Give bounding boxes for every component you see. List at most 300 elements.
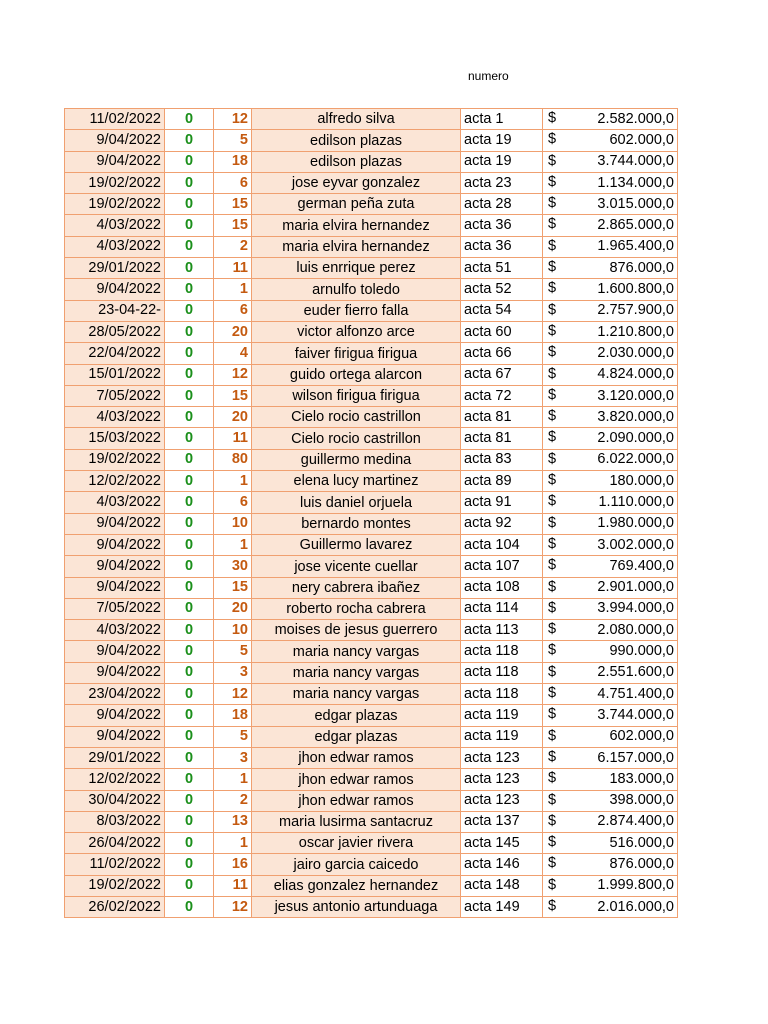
zero-cell: 0 xyxy=(165,300,214,321)
amount-value: 3.744.000,0 xyxy=(597,153,674,170)
acta-cell: acta 119 xyxy=(461,705,543,726)
date-cell: 9/04/2022 xyxy=(65,534,165,555)
table-row xyxy=(65,279,678,300)
name-cell: jose vicente cuellar xyxy=(252,556,461,577)
amount-cell xyxy=(543,790,678,811)
table-row xyxy=(65,577,678,598)
date-cell: 12/02/2022 xyxy=(65,769,165,790)
date-cell: 23/04/2022 xyxy=(65,684,165,705)
quantity-cell: 18 xyxy=(214,151,252,172)
amount-cell xyxy=(543,471,678,492)
currency-symbol: $ xyxy=(548,812,557,829)
zero-cell: 0 xyxy=(165,258,214,279)
amount-value: 4.751.400,0 xyxy=(597,685,674,702)
amount-cell xyxy=(543,513,678,534)
amount-cell xyxy=(543,641,678,662)
zero-cell: 0 xyxy=(165,684,214,705)
name-cell: guido ortega alarcon xyxy=(252,364,461,385)
name-cell: Guillermo lavarez xyxy=(252,534,461,555)
date-cell: 9/04/2022 xyxy=(65,705,165,726)
currency-symbol: $ xyxy=(548,663,557,680)
name-cell: elias gonzalez hernandez xyxy=(252,875,461,896)
amount-cell xyxy=(543,896,678,917)
amount-value: 1.965.400,0 xyxy=(597,238,674,255)
zero-cell: 0 xyxy=(165,811,214,832)
name-cell: german peña zuta xyxy=(252,194,461,215)
date-cell: 9/04/2022 xyxy=(65,513,165,534)
acta-cell: acta 60 xyxy=(461,321,543,342)
quantity-cell: 13 xyxy=(214,811,252,832)
quantity-cell: 6 xyxy=(214,172,252,193)
table-row xyxy=(65,449,678,470)
table-row xyxy=(65,407,678,428)
quantity-cell: 2 xyxy=(214,790,252,811)
amount-cell xyxy=(543,300,678,321)
table-row xyxy=(65,215,678,236)
amount-value: 876.000,0 xyxy=(609,856,674,873)
amount-value: 990.000,0 xyxy=(609,643,674,660)
currency-symbol: $ xyxy=(548,791,557,808)
currency-symbol: $ xyxy=(548,408,557,425)
zero-cell: 0 xyxy=(165,598,214,619)
acta-cell: acta 1 xyxy=(461,109,543,130)
quantity-cell: 6 xyxy=(214,492,252,513)
acta-cell: acta 119 xyxy=(461,726,543,747)
acta-cell: acta 54 xyxy=(461,300,543,321)
amount-cell xyxy=(543,577,678,598)
name-cell: maria lusirma santacruz xyxy=(252,811,461,832)
quantity-cell: 12 xyxy=(214,896,252,917)
currency-symbol: $ xyxy=(548,216,557,233)
table-row xyxy=(65,747,678,768)
date-cell: 9/04/2022 xyxy=(65,130,165,151)
name-cell: faiver firigua firigua xyxy=(252,343,461,364)
amount-value: 2.551.600,0 xyxy=(597,664,674,681)
zero-cell: 0 xyxy=(165,321,214,342)
currency-symbol: $ xyxy=(548,535,557,552)
amount-cell xyxy=(543,620,678,641)
table-row xyxy=(65,854,678,875)
acta-cell: acta 52 xyxy=(461,279,543,300)
amount-cell xyxy=(543,854,678,875)
amount-cell xyxy=(543,279,678,300)
quantity-cell: 10 xyxy=(214,513,252,534)
name-cell: euder fierro falla xyxy=(252,300,461,321)
acta-cell: acta 113 xyxy=(461,620,543,641)
table-row xyxy=(65,321,678,342)
name-cell: guillermo medina xyxy=(252,449,461,470)
quantity-cell: 1 xyxy=(214,769,252,790)
currency-symbol: $ xyxy=(548,173,557,190)
table-row xyxy=(65,769,678,790)
quantity-cell: 15 xyxy=(214,385,252,406)
amount-cell xyxy=(543,109,678,130)
acta-cell: acta 36 xyxy=(461,215,543,236)
currency-symbol: $ xyxy=(548,748,557,765)
name-cell: jhon edwar ramos xyxy=(252,790,461,811)
acta-cell: acta 66 xyxy=(461,343,543,364)
date-cell: 9/04/2022 xyxy=(65,662,165,683)
date-cell: 7/05/2022 xyxy=(65,598,165,619)
amount-value: 1.980.000,0 xyxy=(597,515,674,532)
acta-cell: acta 108 xyxy=(461,577,543,598)
name-cell: wilson firigua firigua xyxy=(252,385,461,406)
currency-symbol: $ xyxy=(548,876,557,893)
currency-symbol: $ xyxy=(548,493,557,510)
zero-cell: 0 xyxy=(165,747,214,768)
amount-value: 2.865.000,0 xyxy=(597,217,674,234)
table-body xyxy=(65,109,678,918)
currency-symbol: $ xyxy=(548,301,557,318)
currency-symbol: $ xyxy=(548,322,557,339)
date-cell: 11/02/2022 xyxy=(65,109,165,130)
quantity-cell: 3 xyxy=(214,662,252,683)
zero-cell: 0 xyxy=(165,662,214,683)
zero-cell: 0 xyxy=(165,513,214,534)
amount-value: 183.000,0 xyxy=(609,770,674,787)
amount-cell xyxy=(543,598,678,619)
acta-cell: acta 107 xyxy=(461,556,543,577)
date-cell: 11/02/2022 xyxy=(65,854,165,875)
acta-cell: acta 123 xyxy=(461,790,543,811)
zero-cell: 0 xyxy=(165,641,214,662)
acta-cell: acta 23 xyxy=(461,172,543,193)
name-cell: luis daniel orjuela xyxy=(252,492,461,513)
table-row xyxy=(65,471,678,492)
quantity-cell: 2 xyxy=(214,236,252,257)
table-row xyxy=(65,534,678,555)
zero-cell: 0 xyxy=(165,385,214,406)
amount-value: 516.000,0 xyxy=(609,834,674,851)
acta-cell: acta 81 xyxy=(461,428,543,449)
quantity-cell: 12 xyxy=(214,364,252,385)
acta-cell: acta 19 xyxy=(461,130,543,151)
quantity-cell: 12 xyxy=(214,109,252,130)
date-cell: 4/03/2022 xyxy=(65,236,165,257)
currency-symbol: $ xyxy=(548,897,557,914)
table-row xyxy=(65,151,678,172)
amount-value: 4.824.000,0 xyxy=(597,366,674,383)
acta-cell: acta 19 xyxy=(461,151,543,172)
currency-symbol: $ xyxy=(548,557,557,574)
zero-cell: 0 xyxy=(165,556,214,577)
amount-value: 2.582.000,0 xyxy=(597,110,674,127)
amount-value: 602.000,0 xyxy=(609,728,674,745)
amount-value: 1.600.800,0 xyxy=(597,281,674,298)
zero-cell: 0 xyxy=(165,279,214,300)
amount-value: 2.030.000,0 xyxy=(597,344,674,361)
amount-cell xyxy=(543,705,678,726)
currency-symbol: $ xyxy=(548,685,557,702)
zero-cell: 0 xyxy=(165,151,214,172)
acta-cell: acta 137 xyxy=(461,811,543,832)
currency-symbol: $ xyxy=(548,472,557,489)
zero-cell: 0 xyxy=(165,109,214,130)
amount-value: 2.901.000,0 xyxy=(597,579,674,596)
zero-cell: 0 xyxy=(165,896,214,917)
date-cell: 4/03/2022 xyxy=(65,215,165,236)
date-cell: 30/04/2022 xyxy=(65,790,165,811)
amount-cell xyxy=(543,875,678,896)
currency-symbol: $ xyxy=(548,450,557,467)
name-cell: maria nancy vargas xyxy=(252,684,461,705)
date-cell: 22/04/2022 xyxy=(65,343,165,364)
quantity-cell: 20 xyxy=(214,321,252,342)
quantity-cell: 16 xyxy=(214,854,252,875)
currency-symbol: $ xyxy=(548,855,557,872)
amount-cell xyxy=(543,684,678,705)
amount-cell xyxy=(543,215,678,236)
name-cell: victor alfonzo arce xyxy=(252,321,461,342)
name-cell: maria nancy vargas xyxy=(252,641,461,662)
quantity-cell: 1 xyxy=(214,471,252,492)
table-row xyxy=(65,641,678,662)
amount-value: 3.015.000,0 xyxy=(597,195,674,212)
amount-value: 769.400,0 xyxy=(609,557,674,574)
acta-cell: acta 89 xyxy=(461,471,543,492)
quantity-cell: 11 xyxy=(214,875,252,896)
name-cell: jhon edwar ramos xyxy=(252,747,461,768)
currency-symbol: $ xyxy=(548,386,557,403)
currency-symbol: $ xyxy=(548,259,557,276)
name-cell: oscar javier rivera xyxy=(252,833,461,854)
table-row xyxy=(65,364,678,385)
amount-value: 1.999.800,0 xyxy=(597,877,674,894)
currency-symbol: $ xyxy=(548,706,557,723)
amount-cell xyxy=(543,236,678,257)
acta-cell: acta 91 xyxy=(461,492,543,513)
name-cell: roberto rocha cabrera xyxy=(252,598,461,619)
date-cell: 29/01/2022 xyxy=(65,258,165,279)
currency-symbol: $ xyxy=(548,599,557,616)
table-row xyxy=(65,130,678,151)
acta-cell: acta 123 xyxy=(461,747,543,768)
table-row xyxy=(65,428,678,449)
zero-cell: 0 xyxy=(165,428,214,449)
amount-cell xyxy=(543,343,678,364)
quantity-cell: 10 xyxy=(214,620,252,641)
amount-cell xyxy=(543,407,678,428)
date-cell: 15/01/2022 xyxy=(65,364,165,385)
amount-cell xyxy=(543,385,678,406)
acta-cell: acta 83 xyxy=(461,449,543,470)
zero-cell: 0 xyxy=(165,492,214,513)
amount-value: 6.157.000,0 xyxy=(597,749,674,766)
name-cell: jhon edwar ramos xyxy=(252,769,461,790)
amount-value: 3.002.000,0 xyxy=(597,536,674,553)
quantity-cell: 5 xyxy=(214,641,252,662)
currency-symbol: $ xyxy=(548,110,557,126)
amount-value: 876.000,0 xyxy=(609,259,674,276)
table-row xyxy=(65,385,678,406)
currency-symbol: $ xyxy=(548,365,557,382)
table-row xyxy=(65,556,678,577)
zero-cell: 0 xyxy=(165,194,214,215)
date-cell: 15/03/2022 xyxy=(65,428,165,449)
zero-cell: 0 xyxy=(165,620,214,641)
quantity-cell: 1 xyxy=(214,279,252,300)
zero-cell: 0 xyxy=(165,854,214,875)
amount-cell xyxy=(543,130,678,151)
amount-value: 2.757.900,0 xyxy=(597,302,674,319)
amount-cell xyxy=(543,258,678,279)
table-row xyxy=(65,620,678,641)
amount-cell xyxy=(543,833,678,854)
date-cell: 9/04/2022 xyxy=(65,556,165,577)
name-cell: edilson plazas xyxy=(252,130,461,151)
zero-cell: 0 xyxy=(165,172,214,193)
amount-cell xyxy=(543,726,678,747)
acta-cell: acta 123 xyxy=(461,769,543,790)
table-row xyxy=(65,705,678,726)
acta-cell: acta 118 xyxy=(461,684,543,705)
table-row xyxy=(65,513,678,534)
amount-value: 3.994.000,0 xyxy=(597,600,674,617)
amount-value: 3.120.000,0 xyxy=(597,387,674,404)
quantity-cell: 15 xyxy=(214,215,252,236)
quantity-cell: 6 xyxy=(214,300,252,321)
date-cell: 26/02/2022 xyxy=(65,896,165,917)
name-cell: edgar plazas xyxy=(252,705,461,726)
amount-value: 1.110.000,0 xyxy=(598,493,674,510)
zero-cell: 0 xyxy=(165,236,214,257)
acta-cell: acta 67 xyxy=(461,364,543,385)
amount-value: 2.080.000,0 xyxy=(597,621,674,638)
acta-cell: acta 146 xyxy=(461,854,543,875)
zero-cell: 0 xyxy=(165,726,214,747)
acta-cell: acta 81 xyxy=(461,407,543,428)
table-row xyxy=(65,194,678,215)
table-row xyxy=(65,300,678,321)
quantity-cell: 5 xyxy=(214,130,252,151)
amount-value: 1.134.000,0 xyxy=(597,174,674,191)
date-cell: 9/04/2022 xyxy=(65,279,165,300)
zero-cell: 0 xyxy=(165,407,214,428)
currency-symbol: $ xyxy=(548,578,557,595)
currency-symbol: $ xyxy=(548,727,557,744)
amount-cell xyxy=(543,662,678,683)
amount-value: 602.000,0 xyxy=(609,131,674,148)
zero-cell: 0 xyxy=(165,833,214,854)
amount-cell xyxy=(543,151,678,172)
date-cell: 8/03/2022 xyxy=(65,811,165,832)
table-row xyxy=(65,258,678,279)
acta-cell: acta 51 xyxy=(461,258,543,279)
amount-value: 2.016.000,0 xyxy=(597,898,674,915)
currency-symbol: $ xyxy=(548,770,557,787)
acta-cell: acta 36 xyxy=(461,236,543,257)
amount-cell xyxy=(543,449,678,470)
acta-cell: acta 149 xyxy=(461,896,543,917)
table-row xyxy=(65,343,678,364)
date-cell: 12/02/2022 xyxy=(65,471,165,492)
date-cell: 4/03/2022 xyxy=(65,620,165,641)
amount-value: 3.744.000,0 xyxy=(597,706,674,723)
amount-value: 2.090.000,0 xyxy=(597,430,674,447)
amount-cell xyxy=(543,321,678,342)
table-row xyxy=(65,790,678,811)
acta-cell: acta 118 xyxy=(461,641,543,662)
quantity-cell: 18 xyxy=(214,705,252,726)
amount-cell xyxy=(543,492,678,513)
table-row xyxy=(65,684,678,705)
currency-symbol: $ xyxy=(548,834,557,851)
quantity-cell: 11 xyxy=(214,258,252,279)
name-cell: maria elvira hernandez xyxy=(252,236,461,257)
zero-cell: 0 xyxy=(165,534,214,555)
name-cell: edilson plazas xyxy=(252,151,461,172)
zero-cell: 0 xyxy=(165,449,214,470)
column-header-numero: numero xyxy=(468,69,509,83)
table-row xyxy=(65,662,678,683)
table-row xyxy=(65,896,678,917)
name-cell: jose eyvar gonzalez xyxy=(252,172,461,193)
table-row xyxy=(65,811,678,832)
date-cell: 19/02/2022 xyxy=(65,449,165,470)
amount-cell xyxy=(543,172,678,193)
currency-symbol: $ xyxy=(548,131,557,148)
quantity-cell: 5 xyxy=(214,726,252,747)
acta-cell: acta 72 xyxy=(461,385,543,406)
table-row xyxy=(65,109,678,130)
quantity-cell: 1 xyxy=(214,534,252,555)
name-cell: alfredo silva xyxy=(252,109,461,130)
date-cell: 9/04/2022 xyxy=(65,641,165,662)
currency-symbol: $ xyxy=(548,621,557,638)
date-cell: 9/04/2022 xyxy=(65,151,165,172)
table-row xyxy=(65,726,678,747)
amount-value: 3.820.000,0 xyxy=(597,408,674,425)
table-row xyxy=(65,833,678,854)
table-row xyxy=(65,236,678,257)
name-cell: Cielo rocio castrillon xyxy=(252,428,461,449)
amount-cell xyxy=(543,811,678,832)
acta-cell: acta 114 xyxy=(461,598,543,619)
table-row xyxy=(65,492,678,513)
amount-cell xyxy=(543,194,678,215)
quantity-cell: 1 xyxy=(214,833,252,854)
amount-cell xyxy=(543,747,678,768)
zero-cell: 0 xyxy=(165,875,214,896)
quantity-cell: 30 xyxy=(214,556,252,577)
amount-cell xyxy=(543,364,678,385)
name-cell: jesus antonio artunduaga xyxy=(252,896,461,917)
acta-cell: acta 145 xyxy=(461,833,543,854)
acta-cell: acta 92 xyxy=(461,513,543,534)
name-cell: maria nancy vargas xyxy=(252,662,461,683)
acta-cell: acta 118 xyxy=(461,662,543,683)
zero-cell: 0 xyxy=(165,343,214,364)
currency-symbol: $ xyxy=(548,429,557,446)
date-cell: 4/03/2022 xyxy=(65,407,165,428)
name-cell: Cielo rocio castrillon xyxy=(252,407,461,428)
quantity-cell: 20 xyxy=(214,598,252,619)
name-cell: bernardo montes xyxy=(252,513,461,534)
records-table xyxy=(64,108,678,918)
quantity-cell: 3 xyxy=(214,747,252,768)
currency-symbol: $ xyxy=(548,514,557,531)
name-cell: arnulfo toledo xyxy=(252,279,461,300)
amount-cell xyxy=(543,769,678,790)
quantity-cell: 12 xyxy=(214,684,252,705)
amount-value: 180.000,0 xyxy=(609,472,674,489)
acta-cell: acta 28 xyxy=(461,194,543,215)
date-cell: 28/05/2022 xyxy=(65,321,165,342)
date-cell: 19/02/2022 xyxy=(65,172,165,193)
acta-cell: acta 148 xyxy=(461,875,543,896)
quantity-cell: 15 xyxy=(214,577,252,598)
zero-cell: 0 xyxy=(165,790,214,811)
